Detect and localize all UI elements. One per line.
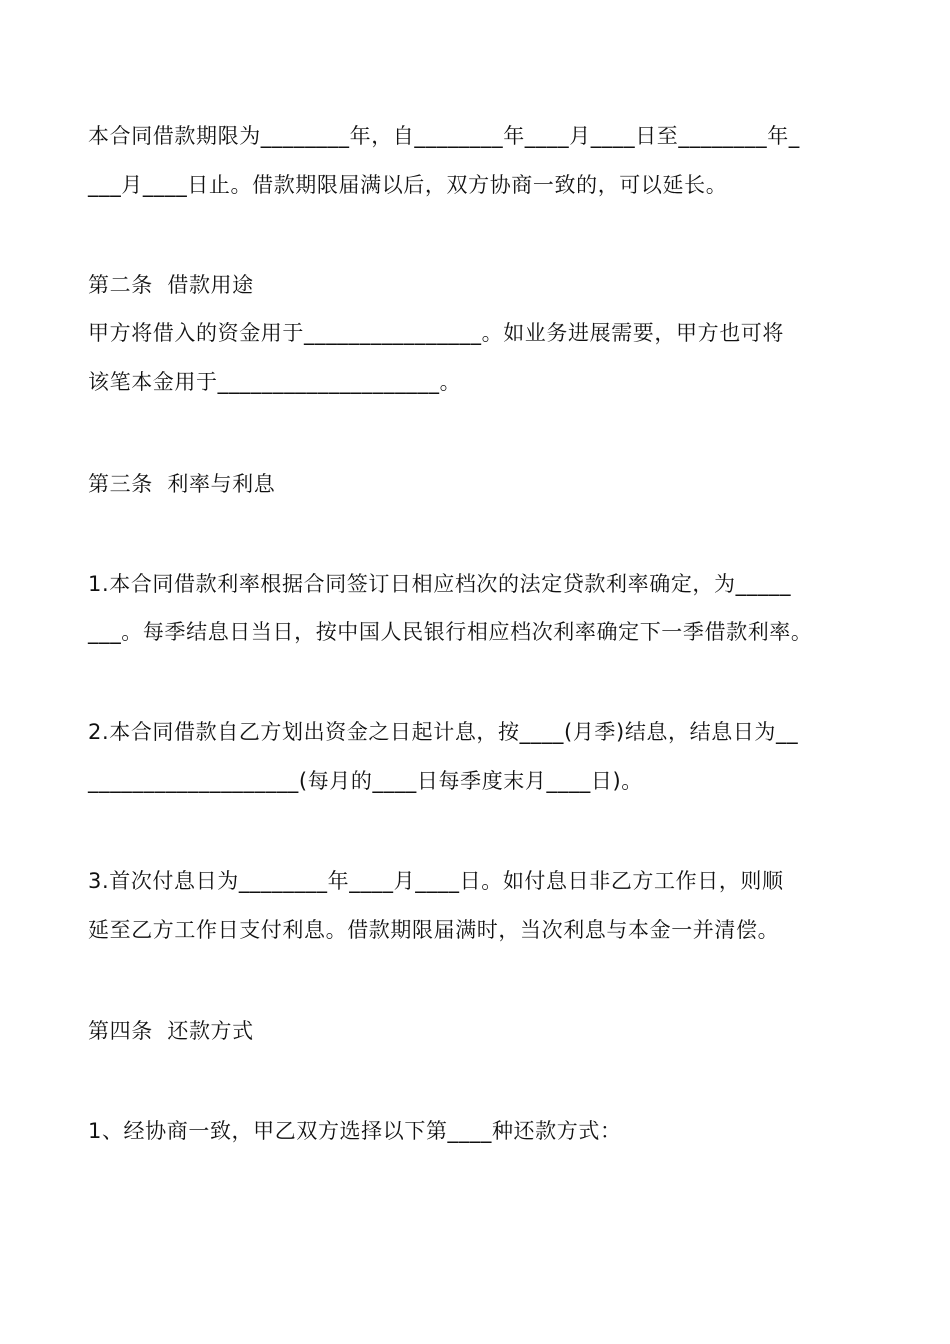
term-line-1: 本合同借款期限为________年，自________年____月____日至________年_ [88,124,800,148]
interest-clause-2-line-2: ___________________(每月的____日每季度末月____日)。 [88,769,643,793]
term-line-2: ___月____日止。借款期限届满以后，双方协商一致的，可以延长。 [88,173,728,197]
article-2-heading: 第二条 借款用途 [88,273,254,297]
interest-clause-3-line-2: 延至乙方工作日支付利息。借款期限届满时，当次利息与本金一并清偿。 [88,918,780,942]
article-4-heading: 第四条 还款方式 [88,1019,254,1043]
interest-clause-3-line-1: 3.首次付息日为________年____月____日。如付息日非乙方工作日，则顺 [88,869,784,893]
interest-clause-1-line-1: 1.本合同借款利率根据合同签订日相应档次的法定贷款利率确定，为_____ [88,572,792,596]
article-3-heading: 第三条 利率与利息 [88,472,276,496]
interest-clause-2-line-1: 2.本合同借款自乙方划出资金之日起计息，按____(月季)结息，结息日为__ [88,720,799,744]
interest-clause-1-line-2: ___。每季结息日当日，按中国人民银行相应档次利率确定下一季借款利率。 [88,620,813,644]
purpose-line-1: 甲方将借入的资金用于________________。如业务进展需要，甲方也可将 [88,321,784,345]
purpose-line-2: 该笔本金用于____________________。 [88,370,462,394]
repayment-clause-1: 1、经协商一致，甲乙双方选择以下第____种还款方式： [88,1119,622,1143]
